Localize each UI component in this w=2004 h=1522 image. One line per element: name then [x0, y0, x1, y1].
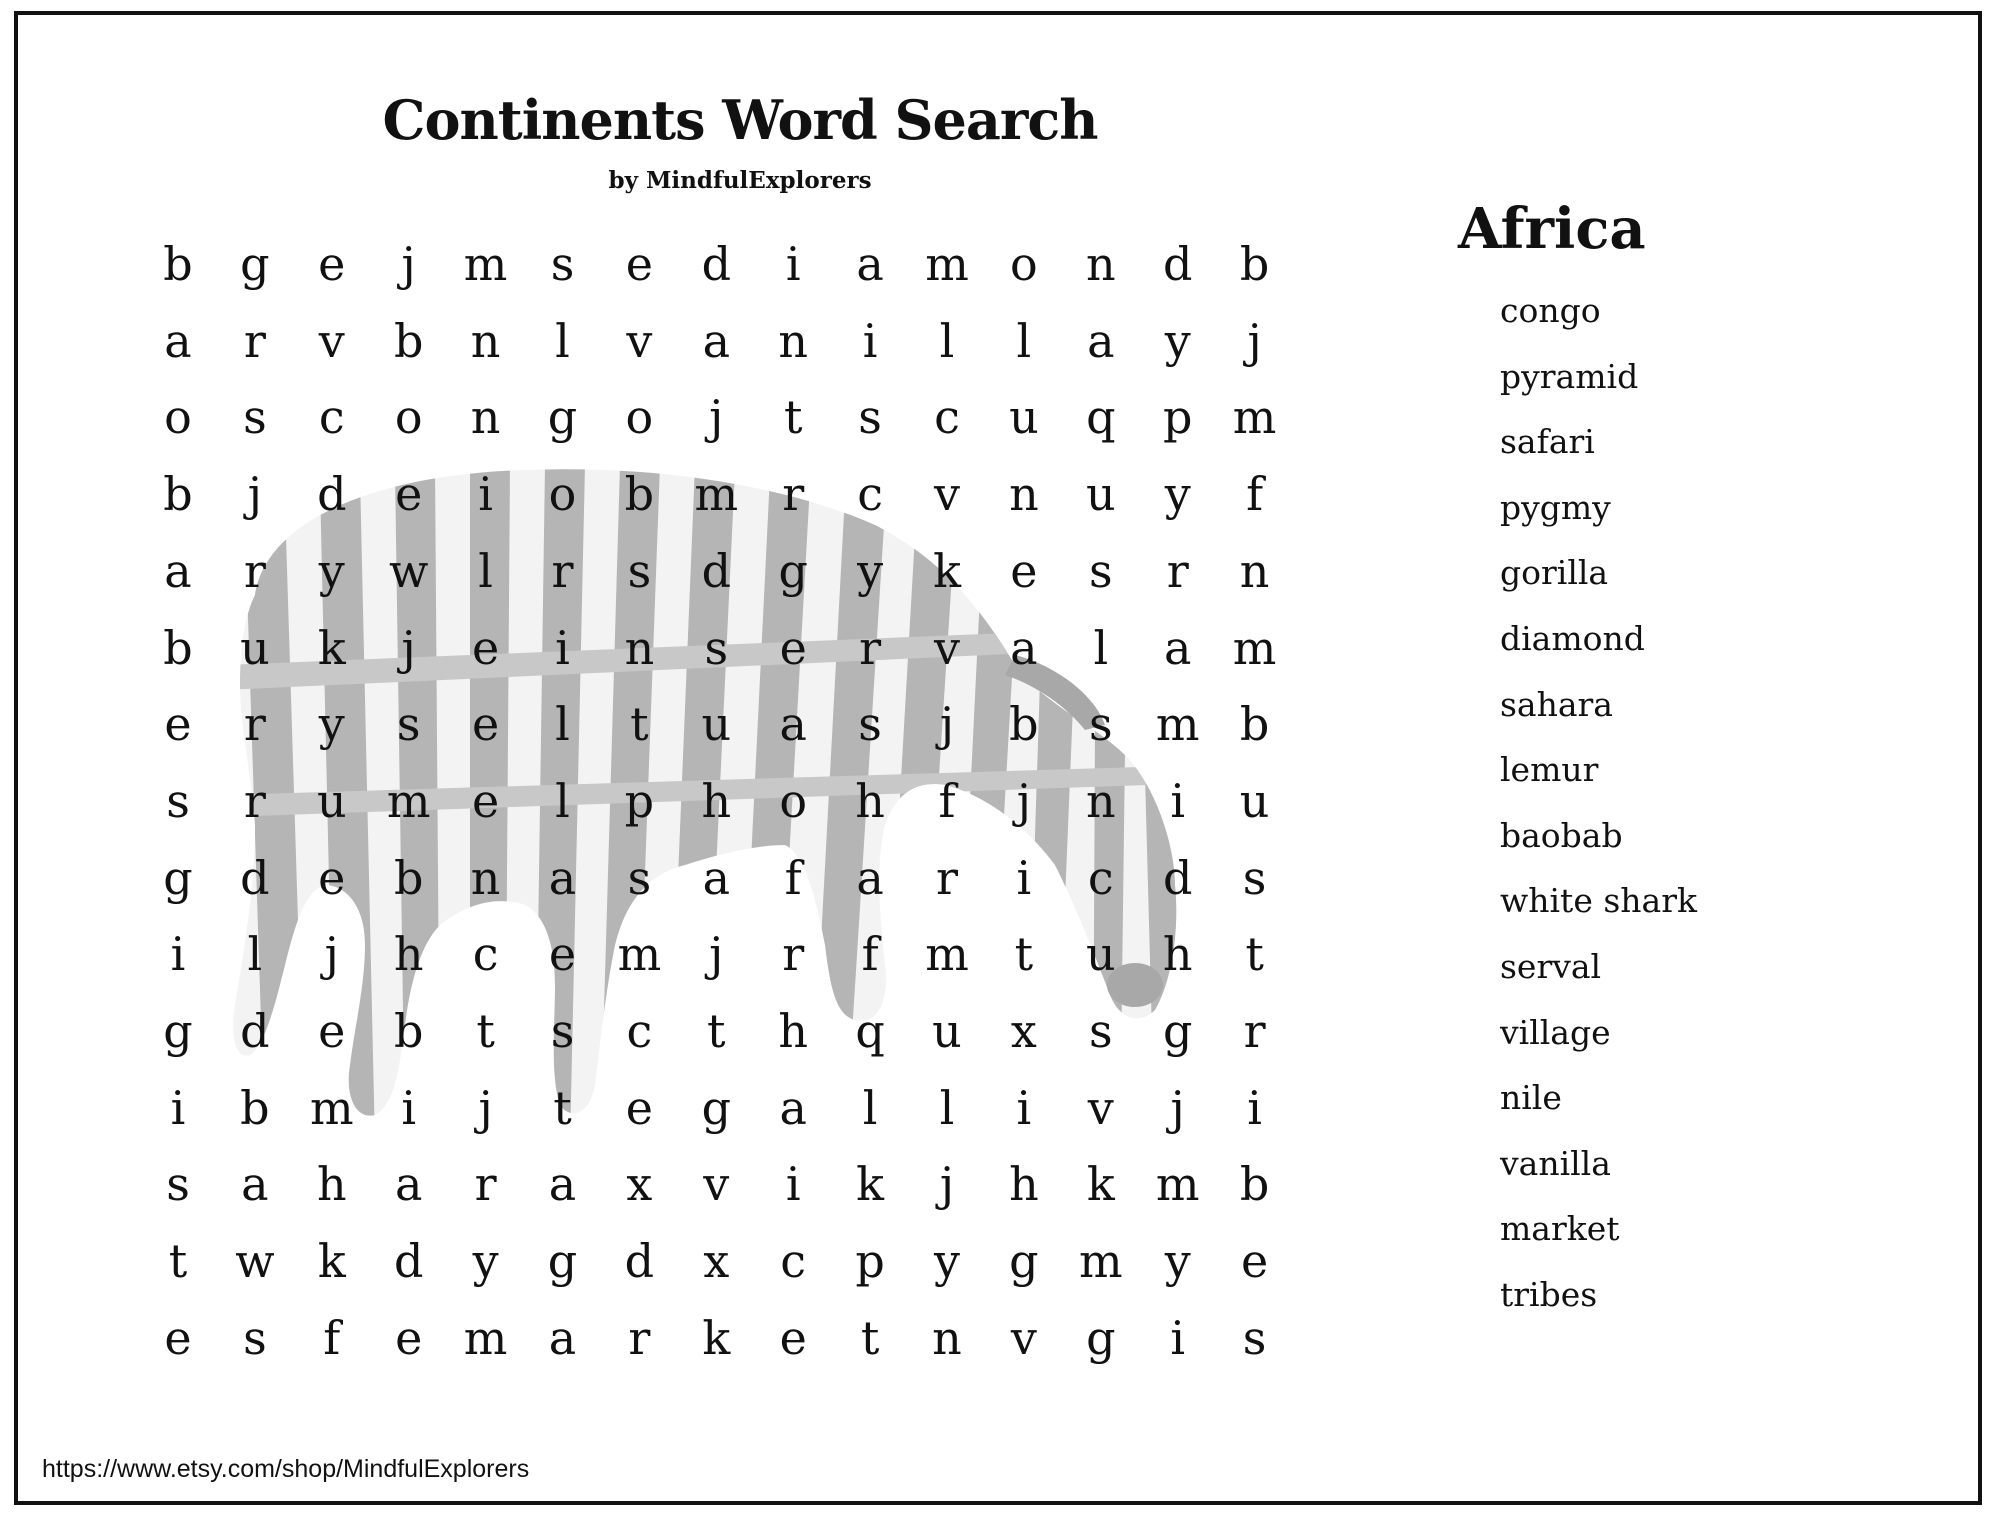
grid-letter[interactable]: v [934, 620, 960, 675]
grid-letter[interactable]: b [393, 850, 424, 905]
grid-letter[interactable]: a [1087, 313, 1115, 368]
grid-letter[interactable]: i [401, 1080, 417, 1135]
grid-letter[interactable]: i [170, 927, 186, 982]
grid-letter[interactable]: s [1088, 697, 1113, 752]
grid-letter[interactable]: m [1155, 1157, 1200, 1212]
grid-letter[interactable]: s [858, 697, 882, 752]
grid-letter[interactable]: b [1239, 1157, 1270, 1212]
grid-letter[interactable]: k [856, 1157, 885, 1212]
grid-letter[interactable]: m [1232, 620, 1277, 675]
grid-letter[interactable]: o [394, 390, 423, 445]
grid-letter[interactable]: g [547, 1234, 578, 1289]
grid-letter[interactable]: j [939, 1157, 955, 1212]
grid-letter[interactable]: t [783, 390, 803, 445]
grid-letter[interactable]: a [164, 313, 192, 368]
grid-letter[interactable]: j [709, 927, 724, 982]
grid-letter[interactable]: h [1162, 927, 1193, 982]
grid-letter[interactable]: t [860, 1310, 880, 1365]
grid-letter[interactable]: a [702, 313, 731, 368]
grid-letter[interactable]: b [163, 620, 193, 675]
word-bank-item: market [1500, 1209, 1620, 1249]
grid-letter[interactable]: i [785, 237, 801, 291]
grid-letter[interactable]: m [309, 1080, 354, 1135]
word-bank-item: pygmy [1500, 487, 1611, 527]
grid-letter[interactable]: g [701, 1080, 732, 1135]
grid-letter[interactable]: x [703, 1234, 730, 1289]
grid-letter[interactable]: u [1085, 467, 1116, 522]
grid-letter[interactable]: h [855, 773, 885, 828]
grid-letter[interactable]: c [934, 390, 960, 445]
word-bank-item: village [1500, 1012, 1611, 1052]
grid-letter[interactable]: e [471, 697, 500, 752]
grid-letter[interactable]: i [1170, 773, 1186, 828]
grid-letter[interactable]: c [1087, 850, 1114, 905]
grid-letter[interactable]: w [235, 1234, 275, 1289]
grid-letter[interactable]: i [1016, 1080, 1032, 1135]
grid-letter[interactable]: r [243, 697, 266, 752]
grid-letter[interactable]: y [857, 543, 884, 598]
grid-letter[interactable]: r [628, 1310, 651, 1365]
grid-letter[interactable]: d [240, 850, 270, 905]
grid-letter[interactable]: e [471, 773, 500, 828]
grid-letter[interactable]: b [1239, 237, 1270, 291]
grid-letter[interactable]: x [1010, 1004, 1037, 1058]
word-bank-item: diamond [1500, 618, 1645, 658]
grid-letter[interactable]: r [1166, 543, 1189, 598]
grid-letter[interactable]: k [702, 1310, 731, 1365]
grid-letter[interactable]: b [240, 1080, 270, 1135]
word-bank-item: baobab [1500, 815, 1623, 855]
grid-letter[interactable]: a [164, 543, 192, 598]
grid-letter[interactable]: y [472, 1234, 499, 1289]
grid-letter[interactable]: h [778, 1004, 808, 1058]
grid-letter[interactable]: u [1009, 390, 1039, 445]
grid-letter[interactable]: e [1240, 1234, 1269, 1289]
word-bank-item: gorilla [1500, 553, 1609, 593]
grid-letter[interactable]: d [701, 237, 732, 291]
grid-letter[interactable]: n [470, 850, 501, 905]
grid-letter[interactable]: k [317, 620, 346, 675]
grid-letter[interactable]: c [857, 467, 883, 522]
grid-letter[interactable]: m [694, 467, 739, 522]
grid-letter[interactable]: s [396, 697, 421, 752]
grid-letter[interactable]: s [858, 390, 882, 445]
page-title: Continents Word Search [382, 88, 1098, 152]
grid-letter[interactable]: n [1085, 237, 1116, 291]
grid-letter[interactable]: f [323, 1310, 341, 1365]
grid-letter[interactable]: m [617, 927, 662, 982]
grid-letter[interactable]: l [555, 313, 570, 368]
grid-letter[interactable]: k [1086, 1157, 1115, 1212]
grid-letter[interactable]: d [1162, 237, 1193, 291]
grid-letter[interactable]: j [478, 1080, 493, 1135]
grid-letter[interactable]: y [1164, 467, 1191, 522]
grid-letter[interactable]: c [626, 1004, 653, 1058]
grid-letter[interactable]: h [701, 773, 732, 828]
grid-letter[interactable]: a [548, 850, 577, 905]
grid-letter[interactable]: s [1088, 543, 1113, 598]
grid-letter[interactable]: r [782, 467, 805, 522]
grid-letter[interactable]: s [166, 773, 190, 828]
grid-letter[interactable]: o [548, 467, 577, 522]
grid-letter[interactable]: s [1242, 1310, 1267, 1365]
grid-letter[interactable]: v [318, 313, 345, 368]
word-bank-item: lemur [1500, 750, 1599, 790]
grid-letter[interactable]: j [1247, 313, 1262, 368]
grid-letter[interactable]: r [782, 927, 805, 982]
grid-letter[interactable]: o [1010, 237, 1038, 291]
grid-letter[interactable]: e [1010, 543, 1038, 598]
grid-letter[interactable]: r [474, 1157, 497, 1212]
grid-letter[interactable]: a [856, 850, 884, 905]
grid-letter[interactable]: v [626, 313, 653, 368]
grid-letter[interactable]: v [1087, 1080, 1114, 1135]
grid-letter[interactable]: a [548, 1157, 577, 1212]
grid-letter[interactable]: r [243, 313, 266, 368]
grid-letter[interactable]: w [389, 543, 429, 598]
grid-letter[interactable]: l [478, 543, 493, 598]
grid-letter[interactable]: j [1170, 1080, 1185, 1135]
grid-letter[interactable]: t [1014, 927, 1034, 982]
grid-letter[interactable]: x [626, 1157, 653, 1212]
grid-letter[interactable]: r [936, 850, 958, 905]
grid-letter[interactable]: g [1009, 1234, 1039, 1289]
grid-letter[interactable]: y [318, 543, 345, 598]
grid-letter[interactable]: m [1232, 390, 1277, 445]
grid-letter[interactable]: s [1242, 850, 1267, 905]
grid-letter[interactable]: y [318, 697, 345, 752]
grid-letter[interactable]: j [247, 467, 263, 522]
grid-letter[interactable]: g [163, 1004, 193, 1058]
grid-letter[interactable]: s [627, 850, 652, 905]
word-bank-item: white shark [1500, 881, 1697, 921]
grid-letter[interactable]: a [856, 237, 884, 291]
word-bank-item: nile [1500, 1078, 1562, 1118]
grid-letter[interactable]: q [855, 1004, 885, 1058]
grid-letter[interactable]: j [709, 390, 724, 445]
grid-letter[interactable]: e [625, 1080, 653, 1135]
grid-letter[interactable]: j [324, 927, 339, 982]
grid-letter[interactable]: e [395, 1310, 423, 1365]
grid-letter[interactable]: t [1245, 927, 1264, 982]
grid-letter[interactable]: i [785, 1157, 801, 1212]
grid-letter[interactable]: e [471, 620, 500, 675]
grid-letter[interactable]: t [553, 1080, 572, 1135]
word-bank-heading: Africa [1458, 196, 1646, 262]
grid-letter[interactable]: i [1247, 1080, 1262, 1135]
grid-letter[interactable]: e [318, 237, 346, 291]
grid-letter[interactable]: g [1162, 1004, 1193, 1058]
grid-letter[interactable]: l [939, 313, 955, 368]
grid-letter[interactable]: y [1164, 313, 1191, 368]
grid-letter[interactable]: d [240, 1004, 270, 1058]
grid-letter[interactable]: i [1170, 1310, 1186, 1365]
grid-letter[interactable]: a [1010, 620, 1038, 675]
grid-letter[interactable]: b [1239, 697, 1270, 752]
grid-letter[interactable]: c [472, 927, 499, 982]
word-bank-list [1500, 287, 1697, 1337]
grid-letter[interactable]: a [394, 1157, 423, 1212]
grid-letter[interactable]: n [778, 313, 808, 368]
grid-letter[interactable]: r [243, 543, 266, 598]
zebra-icon [225, 465, 1205, 1145]
grid-letter[interactable]: q [1086, 390, 1116, 445]
grid-letter[interactable]: u [932, 1004, 962, 1058]
grid-letter[interactable]: p [624, 773, 655, 828]
grid-letter[interactable]: a [241, 1157, 269, 1212]
grid-letter[interactable]: g [547, 390, 578, 445]
grid-letter[interactable]: r [551, 543, 574, 598]
grid-letter[interactable]: m [1155, 697, 1200, 752]
grid-letter[interactable]: g [778, 543, 808, 598]
grid-letter[interactable]: a [779, 1080, 807, 1135]
word-bank-item: vanilla [1500, 1143, 1611, 1183]
grid-letter[interactable]: i [478, 467, 493, 522]
grid-letter[interactable]: u [701, 697, 732, 752]
grid-letter[interactable]: e [164, 1310, 192, 1365]
grid-letter[interactable]: a [1163, 620, 1192, 675]
grid-letter[interactable]: u [1085, 927, 1116, 982]
grid-letter[interactable]: y [1164, 1234, 1191, 1289]
grid-letter[interactable]: m [1078, 1234, 1123, 1289]
grid-letter[interactable]: f [1246, 467, 1264, 522]
word-bank-item: sahara [1500, 684, 1613, 724]
grid-letter[interactable]: o [164, 390, 192, 445]
grid-letter[interactable]: s [1088, 1004, 1113, 1058]
grid-letter[interactable]: e [164, 697, 192, 752]
grid-letter[interactable]: n [470, 313, 501, 368]
grid-letter[interactable]: m [463, 1310, 508, 1365]
grid-letter[interactable]: n [1085, 773, 1116, 828]
grid-letter[interactable]: b [1009, 697, 1039, 752]
grid-letter[interactable]: d [1162, 850, 1193, 905]
grid-letter[interactable]: t [630, 697, 649, 752]
grid-letter[interactable]: k [933, 543, 961, 598]
grid-letter[interactable]: p [1162, 390, 1193, 445]
word-bank-item: congo [1500, 291, 1601, 330]
grid-letter[interactable]: t [168, 1234, 188, 1289]
grid-letter[interactable]: o [779, 773, 808, 828]
grid-letter[interactable]: u [316, 773, 347, 828]
grid-letter[interactable]: b [163, 467, 193, 522]
grid-letter[interactable]: i [170, 1080, 186, 1135]
grid-letter[interactable]: g [163, 850, 193, 905]
grid-letter[interactable]: l [862, 1080, 878, 1135]
grid-letter[interactable]: d [624, 1234, 655, 1289]
grid-letter[interactable]: t [707, 1004, 726, 1058]
grid-letter[interactable]: j [401, 237, 416, 291]
grid-letter[interactable]: l [555, 697, 570, 752]
grid-letter[interactable]: c [780, 1234, 807, 1289]
grid-letter[interactable]: a [702, 850, 731, 905]
word-bank-item: serval [1500, 946, 1602, 986]
shop-url: https://www.etsy.com/shop/MindfulExplorers [42, 1455, 530, 1483]
grid-letter[interactable]: j [401, 620, 416, 675]
grid-letter[interactable]: m [463, 237, 508, 291]
grid-letter[interactable]: a [548, 1310, 577, 1365]
grid-letter[interactable]: j [1016, 773, 1032, 828]
author-byline: by MindfulExplorers [608, 167, 872, 194]
grid-letter[interactable]: r [859, 620, 882, 675]
grid-letter[interactable]: e [548, 927, 577, 982]
grid-letter[interactable]: n [470, 390, 501, 445]
grid-letter[interactable]: b [624, 467, 655, 522]
grid-letter[interactable]: m [925, 927, 969, 982]
grid-letter[interactable]: u [240, 620, 270, 675]
grid-letter[interactable]: l [1016, 313, 1032, 368]
grid-letter[interactable]: p [855, 1234, 885, 1289]
grid-letter[interactable]: v [1010, 1310, 1037, 1365]
grid-letter[interactable]: n [932, 1310, 962, 1365]
grid-letter[interactable]: i [555, 620, 570, 675]
grid-letter[interactable]: h [393, 927, 424, 982]
grid-letter[interactable]: l [1093, 620, 1109, 675]
grid-letter[interactable]: d [701, 543, 732, 598]
word-bank-item: safari [1500, 422, 1595, 462]
grid-letter[interactable]: s [550, 237, 575, 291]
grid-letter[interactable]: b [393, 313, 424, 368]
grid-letter[interactable]: k [317, 1234, 346, 1289]
grid-letter[interactable]: o [625, 390, 654, 445]
grid-letter[interactable]: s [243, 1310, 267, 1365]
grid-letter[interactable]: l [939, 1080, 955, 1135]
grid-letter[interactable]: a [779, 697, 807, 752]
grid-letter[interactable]: r [1243, 1004, 1266, 1058]
grid-letter[interactable]: g [1086, 1310, 1116, 1365]
grid-letter[interactable]: d [317, 467, 347, 522]
grid-letter[interactable]: e [395, 467, 423, 522]
grid-letter[interactable]: t [476, 1004, 495, 1058]
grid-letter[interactable]: m [386, 773, 431, 828]
grid-letter[interactable]: i [862, 313, 878, 368]
grid-letter[interactable]: v [703, 1157, 730, 1212]
grid-letter[interactable]: e [625, 237, 653, 291]
grid-letter[interactable]: r [243, 773, 266, 828]
grid-letter[interactable]: s [627, 543, 652, 598]
grid-letter[interactable]: u [1239, 773, 1270, 828]
grid-letter[interactable]: h [1009, 1157, 1039, 1212]
grid-letter[interactable]: m [925, 237, 969, 291]
grid-letter[interactable]: n [1009, 467, 1039, 522]
grid-letter[interactable]: f [938, 773, 956, 828]
grid-letter[interactable]: n [1239, 543, 1270, 598]
grid-letter[interactable]: d [393, 1234, 424, 1289]
grid-letter[interactable]: h [316, 1157, 347, 1212]
grid-letter[interactable]: e [779, 1310, 807, 1365]
grid-letter[interactable]: s [243, 390, 267, 445]
grid-letter[interactable]: l [247, 927, 263, 982]
grid-letter[interactable]: s [704, 620, 729, 675]
grid-letter[interactable]: j [939, 697, 955, 752]
grid-letter[interactable]: s [550, 1004, 575, 1058]
word-bank-item: tribes [1500, 1274, 1598, 1314]
grid-letter[interactable]: e [318, 1004, 346, 1058]
grid-letter[interactable]: g [240, 237, 270, 291]
word-bank-item: pyramid [1500, 356, 1639, 396]
grid-letter[interactable]: b [163, 237, 193, 291]
grid-letter[interactable]: e [318, 850, 346, 905]
grid-letter[interactable]: v [934, 467, 960, 522]
grid-letter[interactable]: f [861, 927, 879, 982]
grid-letter[interactable]: i [1016, 850, 1032, 905]
grid-letter[interactable]: f [784, 850, 802, 905]
grid-letter[interactable]: s [166, 1157, 190, 1212]
grid-letter[interactable]: n [624, 620, 655, 675]
grid-letter[interactable]: b [393, 1004, 424, 1058]
grid-letter[interactable]: y [934, 1234, 960, 1289]
grid-letter[interactable]: e [779, 620, 807, 675]
grid-letter[interactable]: l [555, 773, 570, 828]
grid-letter[interactable]: c [318, 390, 345, 445]
